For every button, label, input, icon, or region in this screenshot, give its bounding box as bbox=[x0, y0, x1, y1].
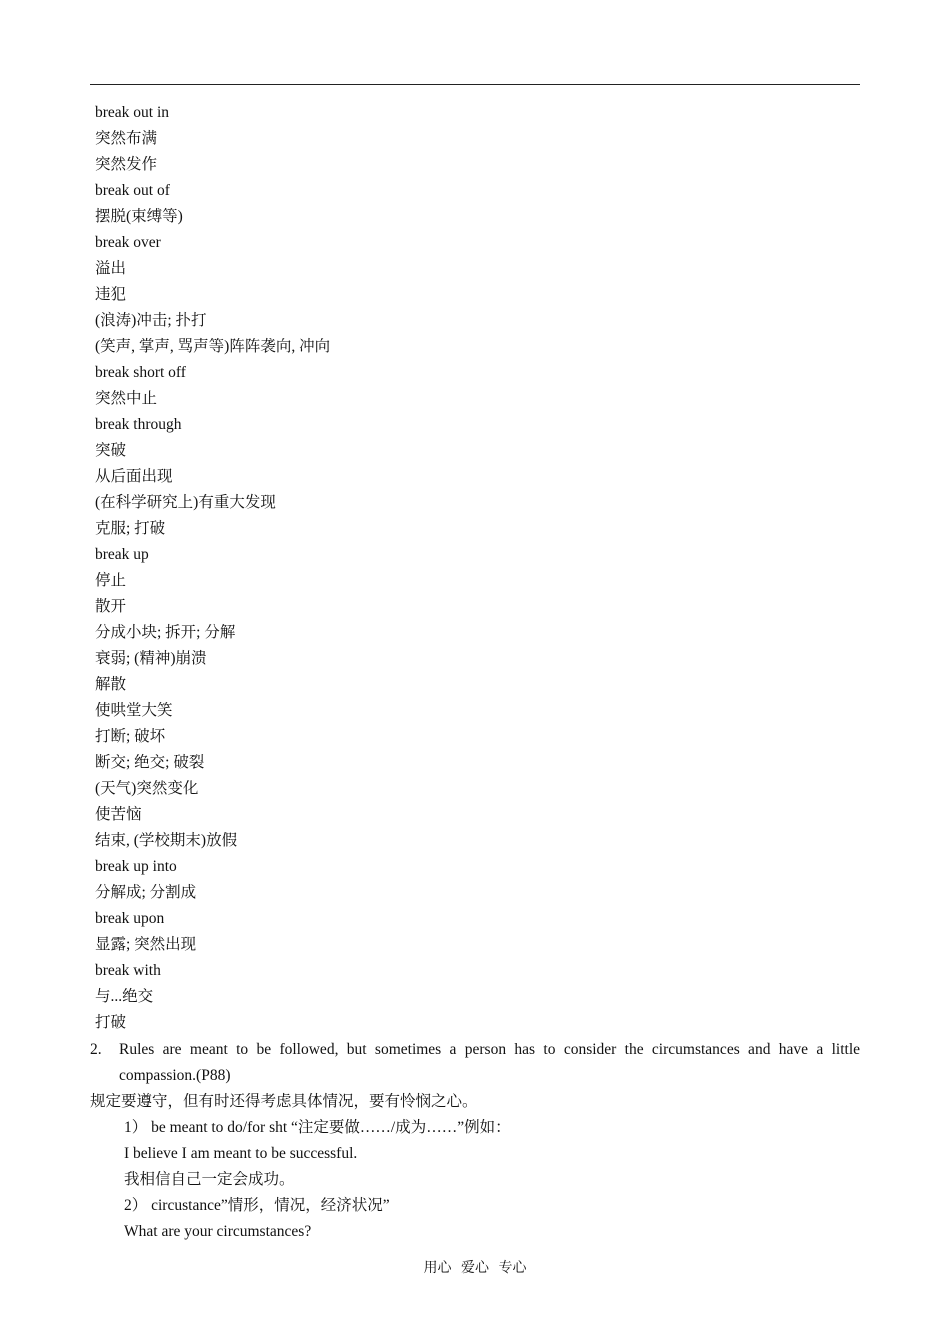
page-footer: 用心 爱心 专心 bbox=[423, 1261, 527, 1276]
list-item: break up bbox=[95, 546, 149, 563]
list-item: break upon bbox=[95, 910, 165, 927]
phrase-list bbox=[95, 100, 855, 1036]
list-item: 违犯 bbox=[95, 286, 127, 303]
note-line: What are your circumstances? bbox=[124, 1223, 312, 1240]
list-item: 打破 bbox=[95, 1014, 127, 1031]
list-item: 散开 bbox=[95, 598, 127, 615]
list-item: 解散 bbox=[95, 676, 127, 693]
numbered-item-2 bbox=[90, 1037, 860, 1089]
note-line: I believe I am meant to be successful. bbox=[124, 1145, 358, 1162]
header-rule bbox=[90, 84, 860, 85]
note-line: 1） be meant to do/for sht “注定要做……/成为……”例如： bbox=[124, 1119, 511, 1136]
list-item: break over bbox=[95, 234, 161, 251]
list-item: (天气)突然变化 bbox=[95, 780, 199, 797]
list-item: 使哄堂大笑 bbox=[95, 702, 173, 719]
item-translation: 规定要遵守，但有时还得考虑具体情况，要有怜悯之心。 bbox=[90, 1093, 478, 1110]
list-item: 突然发作 bbox=[95, 156, 158, 173]
item-sentence: Rules are meant to be followed, but sometimes a person has to consider the circumstances and have a little compassion.(P88) bbox=[119, 1041, 860, 1084]
list-item: 溢出 bbox=[95, 260, 127, 277]
list-item: 突然布满 bbox=[95, 130, 158, 147]
list-item: 停止 bbox=[95, 572, 127, 589]
list-item: (笑声, 掌声, 骂声等)阵阵袭向, 冲向 bbox=[95, 338, 331, 355]
list-item: (浪涛)冲击; 扑打 bbox=[95, 312, 207, 329]
list-item: 衰弱; (精神)崩溃 bbox=[95, 650, 207, 667]
list-item: 分成小块; 拆开; 分解 bbox=[95, 624, 236, 641]
list-item: break out in bbox=[95, 104, 170, 121]
list-item: break up into bbox=[95, 858, 177, 875]
list-item: 突破 bbox=[95, 442, 127, 459]
list-item: 从后面出现 bbox=[95, 468, 173, 485]
note-line: 2） circustance”情形，情况，经济状况” bbox=[124, 1197, 390, 1214]
list-item: 打断; 破坏 bbox=[95, 728, 166, 745]
list-item: 分解成; 分割成 bbox=[95, 884, 197, 901]
list-item: 断交; 绝交; 破裂 bbox=[95, 754, 205, 771]
list-item: 突然中止 bbox=[95, 390, 158, 407]
list-item: break short off bbox=[95, 364, 186, 381]
list-item: break out of bbox=[95, 182, 170, 199]
list-item: (在科学研究上)有重大发现 bbox=[95, 494, 276, 511]
notes-list bbox=[124, 1115, 511, 1245]
list-item: break with bbox=[95, 962, 161, 979]
list-item: 与...绝交 bbox=[95, 988, 154, 1005]
item-number: 2. bbox=[90, 1041, 102, 1058]
list-item: 摆脱(束缚等) bbox=[95, 208, 183, 225]
note-line: 我相信自己一定会成功。 bbox=[124, 1171, 295, 1188]
list-item: 显露; 突然出现 bbox=[95, 936, 197, 953]
list-item: 使苦恼 bbox=[95, 806, 142, 823]
list-item: 克服; 打破 bbox=[95, 520, 166, 537]
list-item: break through bbox=[95, 416, 182, 433]
list-item: 结束, (学校期末)放假 bbox=[95, 832, 238, 849]
